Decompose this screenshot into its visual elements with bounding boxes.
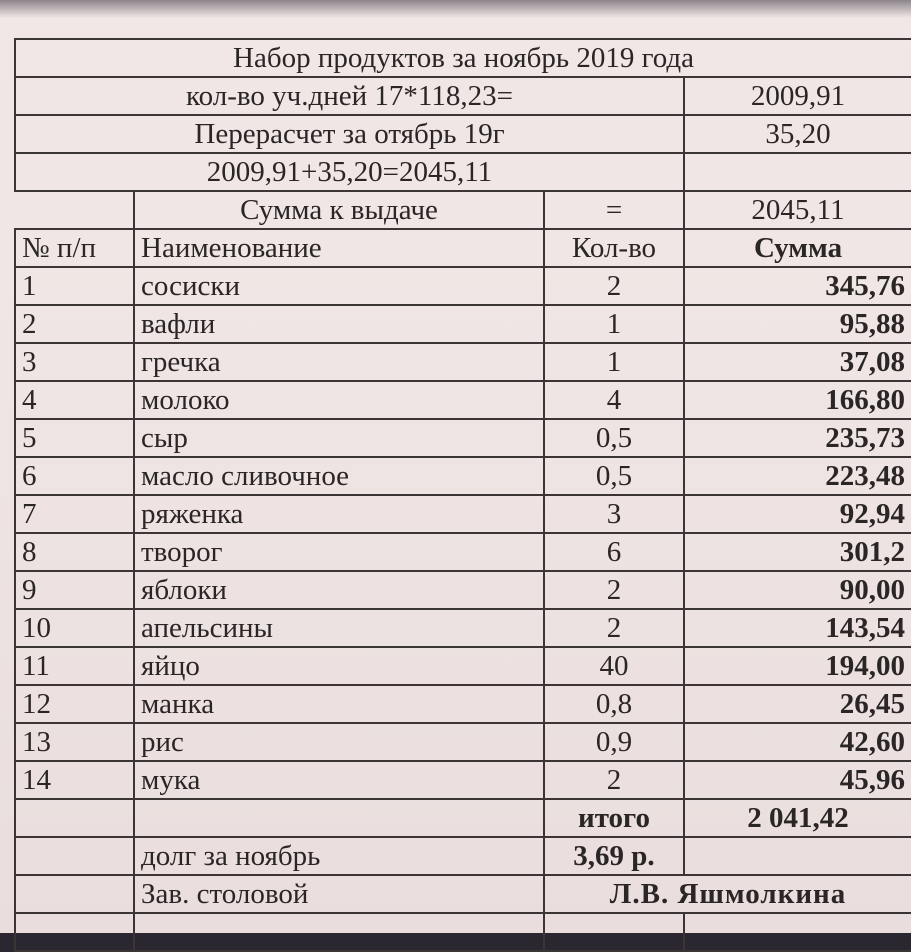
- row-name: мука: [134, 761, 544, 799]
- debt-empty-num: [15, 837, 134, 875]
- row-name: гречка: [134, 343, 544, 381]
- empty-cell: [544, 913, 684, 951]
- row-num: 4: [15, 381, 134, 419]
- document-title: Набор продуктов за ноябрь 2019 года: [15, 39, 911, 77]
- row-qty: 2: [544, 609, 684, 647]
- table-row: [15, 495, 911, 533]
- payout-empty: [15, 191, 134, 229]
- sum-formula: 2009,91+35,20=2045,11: [15, 153, 684, 191]
- row-sum: 345,76: [684, 267, 911, 305]
- manager-label: Зав. столовой: [134, 875, 544, 913]
- row-name: молоко: [134, 381, 544, 419]
- manager-empty-num: [15, 875, 134, 913]
- total-empty-name: [134, 799, 544, 837]
- sum-formula-empty: [684, 153, 911, 191]
- manager-name: Л.В. Яшмолкина: [544, 875, 911, 913]
- empty-cell: [15, 913, 134, 951]
- row-qty: 2: [544, 761, 684, 799]
- sum-formula-row: [15, 153, 911, 191]
- row-sum: 223,48: [684, 457, 911, 495]
- row-num: 8: [15, 533, 134, 571]
- empty-row: [15, 913, 911, 951]
- total-empty-num: [15, 799, 134, 837]
- total-label: итого: [544, 799, 684, 837]
- row-name: вафли: [134, 305, 544, 343]
- row-sum: 26,45: [684, 685, 911, 723]
- row-qty: 0,5: [544, 457, 684, 495]
- table-row: [15, 533, 911, 571]
- row-name: масло сливочное: [134, 457, 544, 495]
- row-num: 3: [15, 343, 134, 381]
- recalc-value: 35,20: [684, 115, 911, 153]
- row-sum: 95,88: [684, 305, 911, 343]
- debt-row: [15, 837, 911, 875]
- row-sum: 42,60: [684, 723, 911, 761]
- row-name: сыр: [134, 419, 544, 457]
- row-sum: 235,73: [684, 419, 911, 457]
- payout-value: 2045,11: [684, 191, 911, 229]
- row-name: творог: [134, 533, 544, 571]
- row-num: 6: [15, 457, 134, 495]
- row-sum: 166,80: [684, 381, 911, 419]
- row-num: 13: [15, 723, 134, 761]
- header-name: Наименование: [134, 229, 544, 267]
- row-name: яйцо: [134, 647, 544, 685]
- header-sum: Сумма: [684, 229, 911, 267]
- row-qty: 0,8: [544, 685, 684, 723]
- row-qty: 0,5: [544, 419, 684, 457]
- row-num: 1: [15, 267, 134, 305]
- row-sum: 45,96: [684, 761, 911, 799]
- row-sum: 143,54: [684, 609, 911, 647]
- row-num: 14: [15, 761, 134, 799]
- recalc-label: Перерасчет за отябрь 19г: [15, 115, 684, 153]
- table-row: [15, 419, 911, 457]
- table-row: [15, 305, 911, 343]
- table-row: [15, 761, 911, 799]
- row-num: 9: [15, 571, 134, 609]
- row-num: 7: [15, 495, 134, 533]
- row-name: яблоки: [134, 571, 544, 609]
- row-sum: 301,2: [684, 533, 911, 571]
- table-header-row: [15, 229, 911, 267]
- days-calc-value: 2009,91: [684, 77, 911, 115]
- row-num: 10: [15, 609, 134, 647]
- row-qty: 4: [544, 381, 684, 419]
- table-row: [15, 571, 911, 609]
- row-qty: 1: [544, 305, 684, 343]
- row-qty: 2: [544, 267, 684, 305]
- table-row: [15, 609, 911, 647]
- row-num: 11: [15, 647, 134, 685]
- recalc-row: [15, 115, 911, 153]
- table-row: [15, 685, 911, 723]
- debt-label: долг за ноябрь: [134, 837, 544, 875]
- row-name: рис: [134, 723, 544, 761]
- empty-cell: [684, 913, 911, 951]
- days-calc-label: кол-во уч.дней 17*118,23=: [15, 77, 684, 115]
- payout-label: Сумма к выдаче: [134, 191, 544, 229]
- row-qty: 3: [544, 495, 684, 533]
- row-num: 5: [15, 419, 134, 457]
- row-sum: 194,00: [684, 647, 911, 685]
- row-name: апельсины: [134, 609, 544, 647]
- table-row: [15, 267, 911, 305]
- row-qty: 0,9: [544, 723, 684, 761]
- row-num: 12: [15, 685, 134, 723]
- empty-cell: [134, 913, 544, 951]
- debt-empty-sum: [684, 837, 911, 875]
- row-name: ряженка: [134, 495, 544, 533]
- row-qty: 1: [544, 343, 684, 381]
- row-sum: 37,08: [684, 343, 911, 381]
- row-num: 2: [15, 305, 134, 343]
- products-table: [14, 38, 911, 952]
- days-calc-row: [15, 77, 911, 115]
- row-sum: 92,94: [684, 495, 911, 533]
- row-name: манка: [134, 685, 544, 723]
- header-num: № п/п: [15, 229, 134, 267]
- table-row: [15, 647, 911, 685]
- table-row: [15, 381, 911, 419]
- title-row: [15, 39, 911, 77]
- table-row: [15, 457, 911, 495]
- row-sum: 90,00: [684, 571, 911, 609]
- row-name: сосиски: [134, 267, 544, 305]
- table-row: [15, 723, 911, 761]
- payout-eq: =: [544, 191, 684, 229]
- header-qty: Кол-во: [544, 229, 684, 267]
- row-qty: 40: [544, 647, 684, 685]
- row-qty: 6: [544, 533, 684, 571]
- debt-value: 3,69 р.: [544, 837, 684, 875]
- total-value: 2 041,42: [684, 799, 911, 837]
- manager-row: [15, 875, 911, 913]
- row-qty: 2: [544, 571, 684, 609]
- table-row: [15, 343, 911, 381]
- payout-row: [15, 191, 911, 229]
- total-row: [15, 799, 911, 837]
